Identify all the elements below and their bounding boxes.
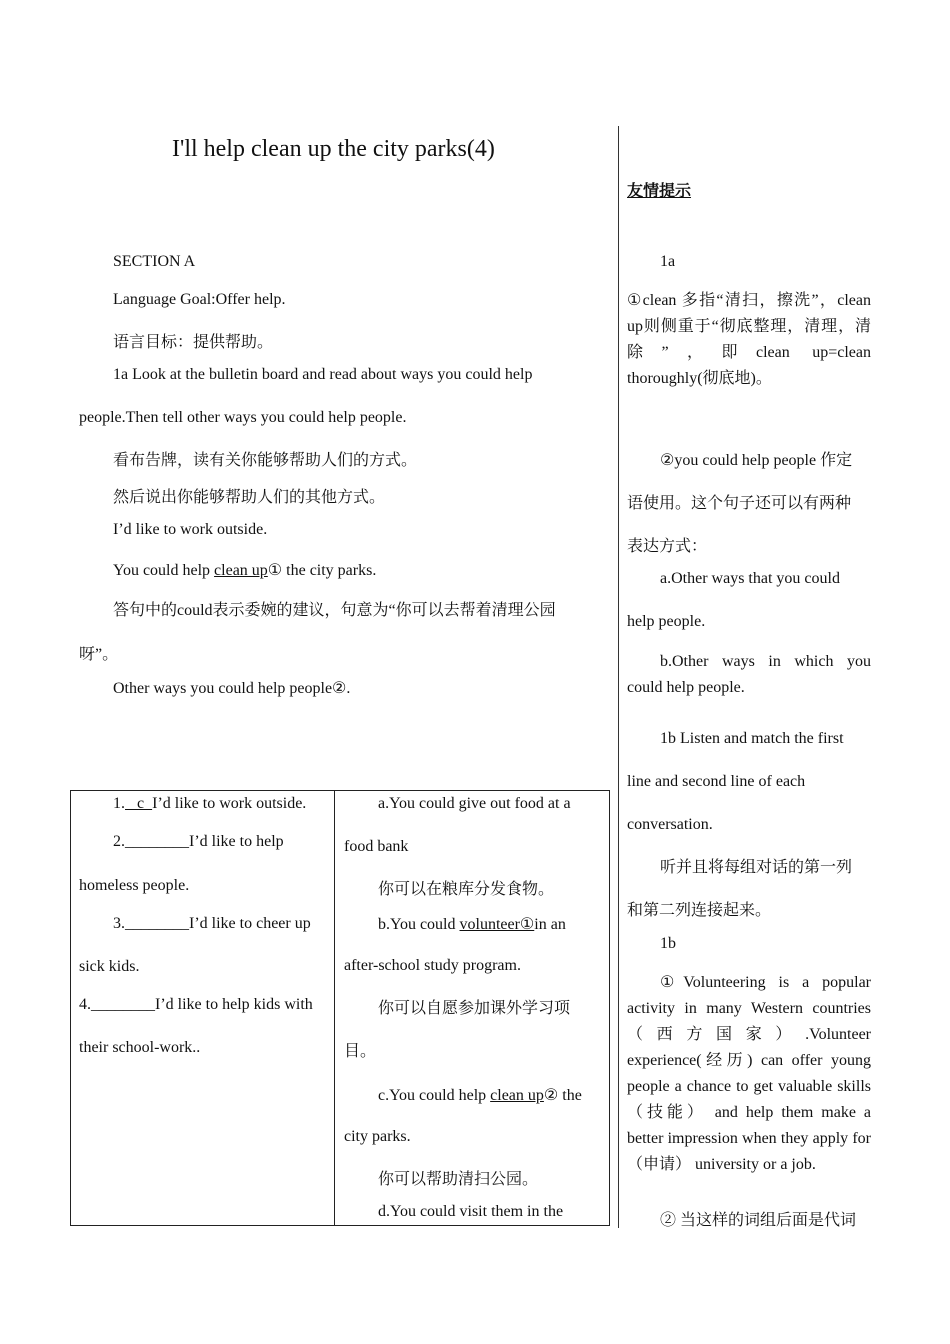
tip-2-line2: 语使用。这个句子还可以有两种 [627, 495, 852, 512]
option-b-line1: b.You could volunteer①in an [378, 916, 566, 933]
tip-1a-label: 1a [660, 253, 676, 270]
language-goal-zh: 语言目标：提供帮助。 [113, 334, 274, 351]
match-item-3-line2: sick kids. [79, 958, 140, 975]
option-c-zh: 你可以帮助清扫公园。 [378, 1171, 539, 1188]
tip-4-line1: ② 当这样的词组后面是代词 [660, 1212, 857, 1229]
match-item-4-line1: 4.________I’d like to help kids with [79, 996, 313, 1013]
option-d-line1: d.You could visit them in the [378, 1203, 564, 1220]
page-title: I'll help clean up the city parks(4) [172, 136, 495, 162]
option-a-zh: 你可以在粮库分发食物。 [378, 881, 555, 898]
tip-clean-up: ①clean 多指“清扫，擦洗”，clean up则侧重于“彻底整理，清理，清除”，即clean up=clean thoroughly(彻底地)。 [627, 292, 871, 387]
tip-2-a-line2: help people. [627, 613, 706, 630]
option-c-line1: c.You could help clean up② the [378, 1087, 582, 1104]
match-item-1: 1. c I’d like to work outside. [113, 795, 307, 812]
option-b-line2: after-school study program. [344, 957, 521, 974]
example-line1: I’d like to work outside. [113, 521, 268, 538]
section-heading: SECTION A [113, 253, 196, 270]
example-line2: You could help clean up① the city parks. [113, 562, 377, 579]
option-b-zh-line2: 目。 [344, 1043, 377, 1060]
task-1b-line3: conversation. [627, 816, 713, 833]
tips-heading: 友情提示 [627, 183, 692, 200]
tip-2-line3: 表达方式： [627, 538, 708, 555]
column-separator [618, 126, 619, 1228]
option-a-line2: food bank [344, 838, 409, 855]
match-item-2-line2: homeless people. [79, 877, 190, 894]
match-item-3-line1: 3.________I’d like to cheer up [113, 915, 311, 932]
match-item-2-line1: 2.________I’d like to help [113, 833, 284, 850]
language-goal: Language Goal:Offer help. [113, 291, 286, 308]
task-1a-zh1: 看布告牌，读有关你能够帮助人们的方式。 [113, 452, 418, 469]
grammar-note-line2: 呀”。 [79, 646, 119, 663]
other-ways-line: Other ways you could help people②. [113, 680, 351, 697]
table-divider [334, 790, 335, 1226]
task-1a-line2: people.Then tell other ways you could help people. [79, 409, 407, 426]
tip-2-line1: ②you could help people 作定 [660, 452, 853, 469]
task-1b-line2: line and second line of each [627, 773, 806, 790]
option-c-line2: city parks. [344, 1128, 411, 1145]
tip-1b-label: 1b [660, 935, 676, 952]
task-1b-zh-line2: 和第二列连接起来。 [627, 902, 772, 919]
option-a-line1: a.You could give out food at a [378, 795, 571, 812]
option-b-zh-line1: 你可以自愿参加课外学习项 [378, 1000, 571, 1017]
task-1b-zh-line1: 听并且将每组对话的第一列 [660, 859, 853, 876]
task-1b-line1: 1b Listen and match the first [660, 730, 844, 747]
task-1a-line1: 1a Look at the bulletin board and read about ways you could help [113, 366, 533, 383]
match-item-4-line2: their school-work.. [79, 1039, 201, 1056]
task-1a-zh2: 然后说出你能够帮助人们的其他方式。 [113, 489, 386, 506]
tip-2-b: b.Other ways in which you could help people. [627, 653, 871, 696]
grammar-note-line1: 答句中的could表示委婉的建议，句意为“你可以去帮着清理公园 [113, 602, 556, 619]
tip-volunteering: ①Volunteering is a popular activity in many Western countries（西方国家）.Volunteer experience(经历) can offer young people a chance to get valuable skills（技能） and help them make a better impression when they apply for（申请） university or a job. [627, 974, 871, 1173]
tip-2-a-line1: a.Other ways that you could [660, 570, 840, 587]
